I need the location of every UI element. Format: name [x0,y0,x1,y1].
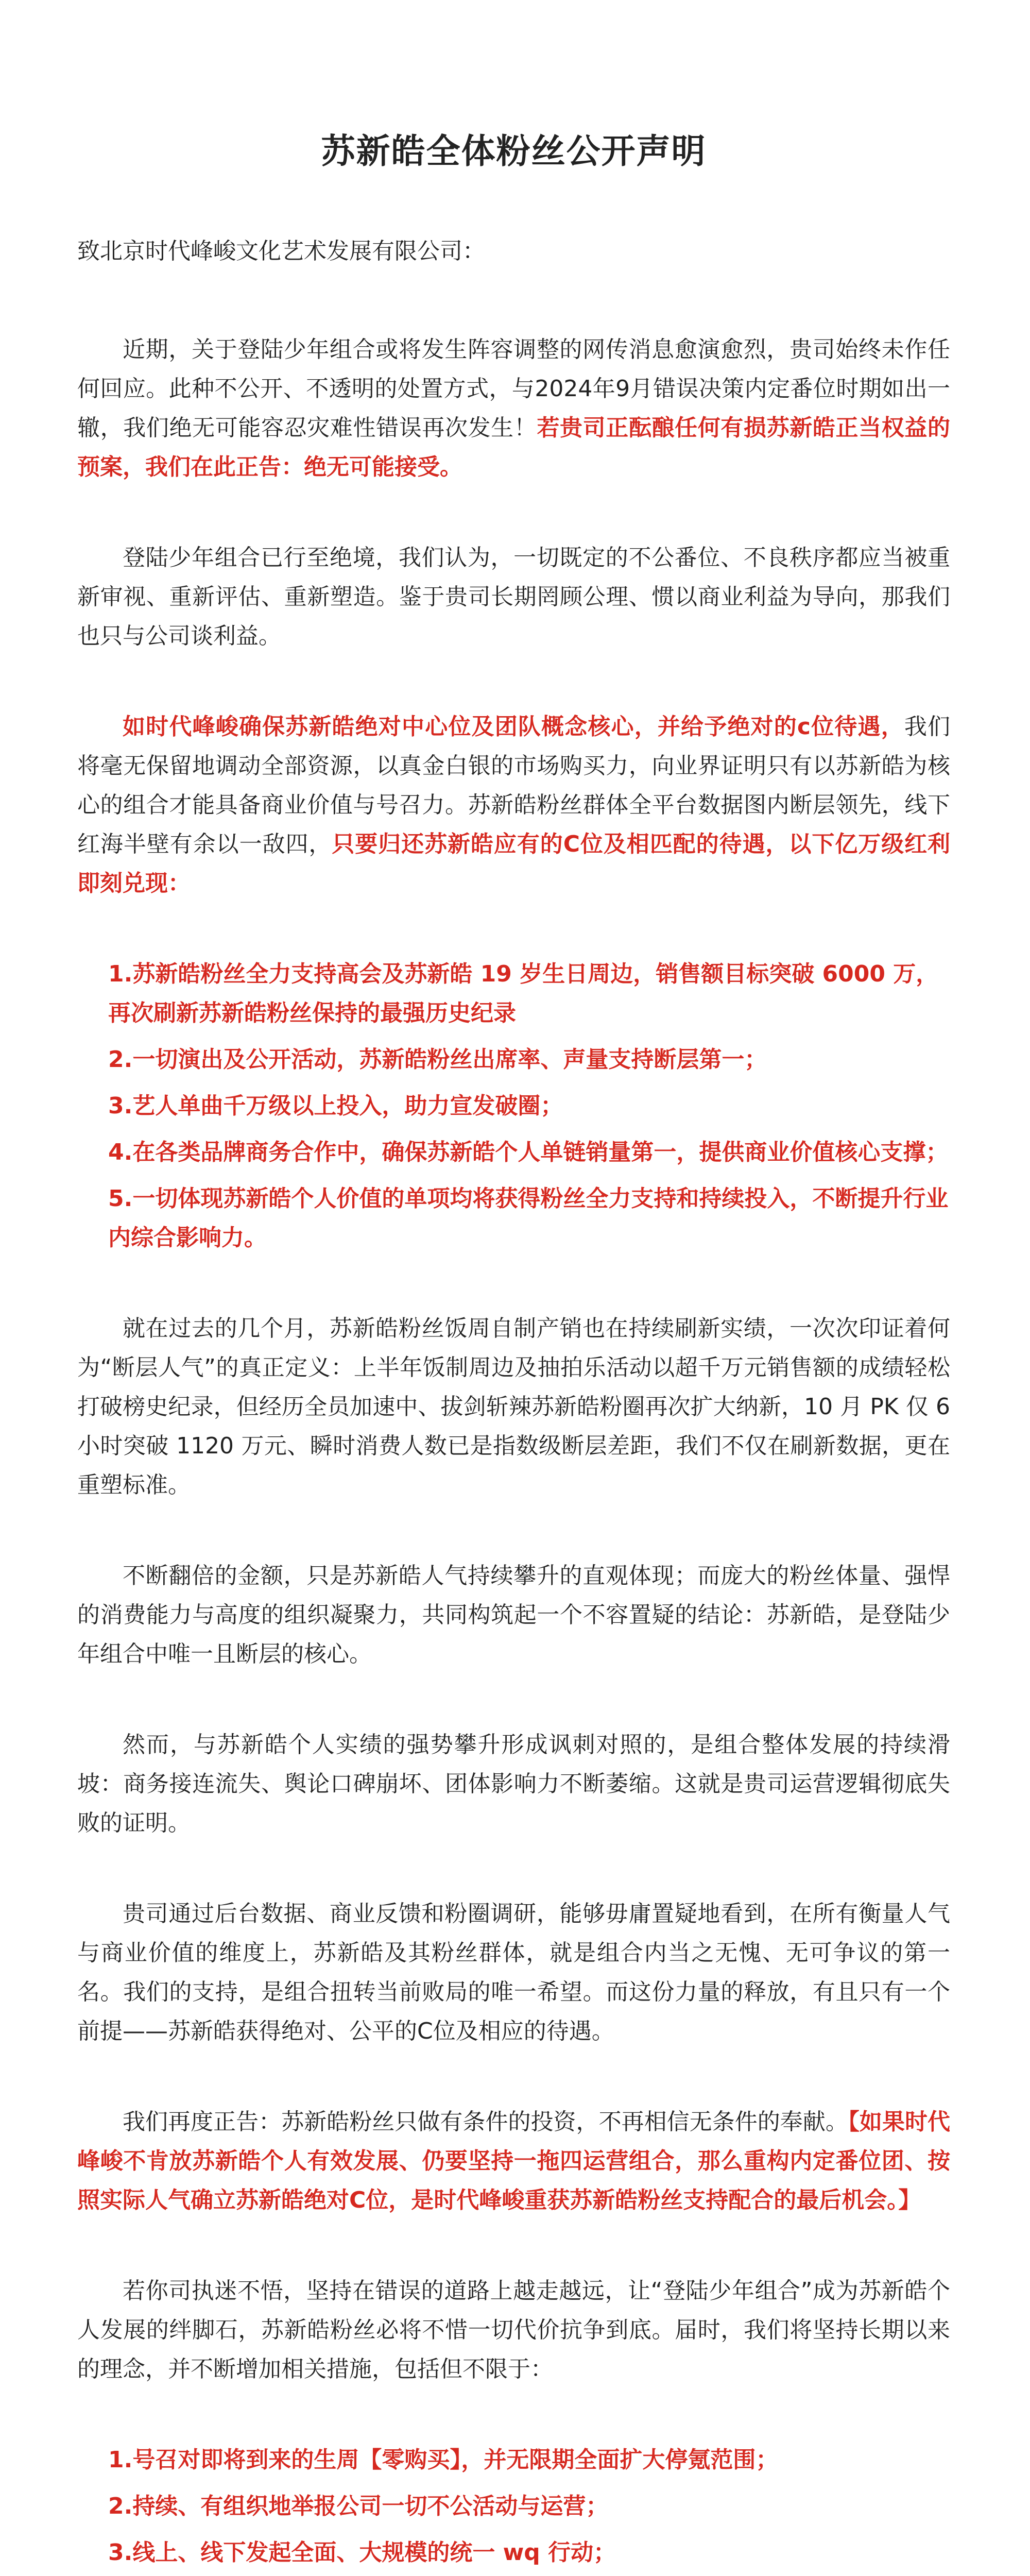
measure-item: 1.号召对即将到来的生周【零购买】，并无限期全面扩大停氪范围； [108,2447,779,2473]
paragraph-6: 然而，与苏新皓个人实绩的强势攀升形成讽刺对照的，是组合整体发展的持续滑坡：商务接连流失、舆论口碑崩坏、团体影响力不断萎缩。这就是贵司运营逻辑彻底失败的证明。 [77,1732,950,1836]
benefit-item: 3.艺人单曲千万级以上投入，助力宣发破圈； [108,1093,563,1119]
paragraph-9: 若你司执迷不悟，坚持在错误的道路上越走越远，让“登陆少年组合”成为苏新皓个人发展的绊脚石，苏新皓粉丝必将不惜一切代价抗争到底。届时，我们将坚持长期以来的理念，并不断增加相关措施，包括但不限于： [77,2278,950,2382]
measures-list [77,2441,950,2576]
benefit-item: 4.在各类品牌商务合作中，确保苏新皓个人单链销量第一，提供商业价值核心支撑； [108,1139,949,1165]
measure-item: 2.持续、有组织地举报公司一切不公活动与运营； [108,2493,609,2519]
benefit-item: 5.一切体现苏新皓个人价值的单项均将获得粉丝全力支持和持续投入，不断提升行业内综合影响力。 [108,1185,949,1251]
paragraph-5: 不断翻倍的金额，只是苏新皓人气持续攀升的直观体现；而庞大的粉丝体量、强悍的消费能力与高度的组织凝聚力，共同构筑起一个不容置疑的结论：苏新皓，是登陆少年组合中唯一且断层的核心。 [77,1563,950,1667]
paragraph-8 [77,2103,950,2220]
benefit-item: 1.苏新皓粉丝全力支持高会及苏新皓 19 岁生日周边，销售额目标突破 6000 万，再次刷新苏新皓粉丝保持的最强历史纪录 [108,961,939,1026]
benefits-list [77,955,950,1258]
paragraph-1-text: 近期，关于登陆少年组合或将发生阵容调整的网传消息愈演愈烈，贵司始终未作任何回应。此种不公开、不透明的处置方式，与2024年9月错误决策内定番位时期如出一辙，我们绝无可能容忍灾难性错误再次发生！ [77,336,950,441]
paragraph-3-text: 我们将毫无保留地调动全部资源，以真金白银的市场购买力，向业界证明只有以苏新皓为核心的组合才能具备商业价值与号召力。苏新皓粉丝群体全平台数据图内断层领先，线下红海半壁有余以一敌四， [77,714,950,857]
paragraph-8-ultimatum: 【如果时代峰峻不肯放苏新皓个人有效发展、仍要坚持一拖四运营组合，那么重构内定番位团、按照实际人气确立苏新皓绝对C位，是时代峰峻重获苏新皓粉丝支持配合的最后机会。】 [77,2109,951,2213]
paragraph-3-demand: 如时代峰峻确保苏新皓绝对中心位及团队概念核心，并给予绝对的c位待遇， [123,714,904,740]
paragraph-1 [77,330,950,487]
paragraph-3 [77,707,950,903]
paragraph-4: 就在过去的几个月，苏新皓粉丝饭周自制产销也在持续刷新实绩，一次次印证着何为“断层人气”的真正定义：上半年饭制周边及抽拍乐活动以超千万元销售额的成绩轻松打破榜史纪录，但经历全员加速中、拔剑斩辣苏新皓粉圈再次扩大纳新，10 月 PK 仅 6 小时突破 1120 万元、瞬时消费人数已是指数级断层差距，我们不仅在刷新数据，更在重塑标准。 [77,1315,950,1498]
paragraph-2: 登陆少年组合已行至绝境，我们认为，一切既定的不公番位、不良秩序都应当被重新审视、重新评估、重新塑造。鉴于贵司长期罔顾公理、惯以商业利益为导向，那我们也只与公司谈利益。 [77,545,950,649]
benefit-item: 2.一切演出及公开活动，苏新皓粉丝出席率、声量支持断层第一； [108,1046,767,1073]
addressee: 致北京时代峰峻文化艺术发展有限公司： [77,238,485,264]
document-title: 苏新皓全体粉丝公开声明 [321,131,707,171]
paragraph-7: 贵司通过后台数据、商业反馈和粉圈调研，能够毋庸置疑地看到，在所有衡量人气与商业价值的维度上，苏新皓及其粉丝群体，就是组合内当之无愧、无可争议的第一名。我们的支持，是组合扭转当前败局的唯一希望。而这份力量的释放，有且只有一个前提——苏新皓获得绝对、公平的C位及相应的待遇。 [77,1901,950,2044]
measure-item: 3.线上、线下发起全面、大规模的统一 wq 行动； [108,2539,616,2566]
paragraph-3-condition: 只要归还苏新皓应有的C位及相匹配的待遇，以下亿万级红利即刻兑现： [77,831,951,896]
paragraph-1-warning: 若贵司正酝酿任何有损苏新皓正当权益的预案，我们在此正告：绝无可能接受。 [77,415,951,480]
paragraph-8-text: 我们再度正告：苏新皓粉丝只做有条件的投资，不再相信无条件的奉献。 [123,2109,848,2135]
